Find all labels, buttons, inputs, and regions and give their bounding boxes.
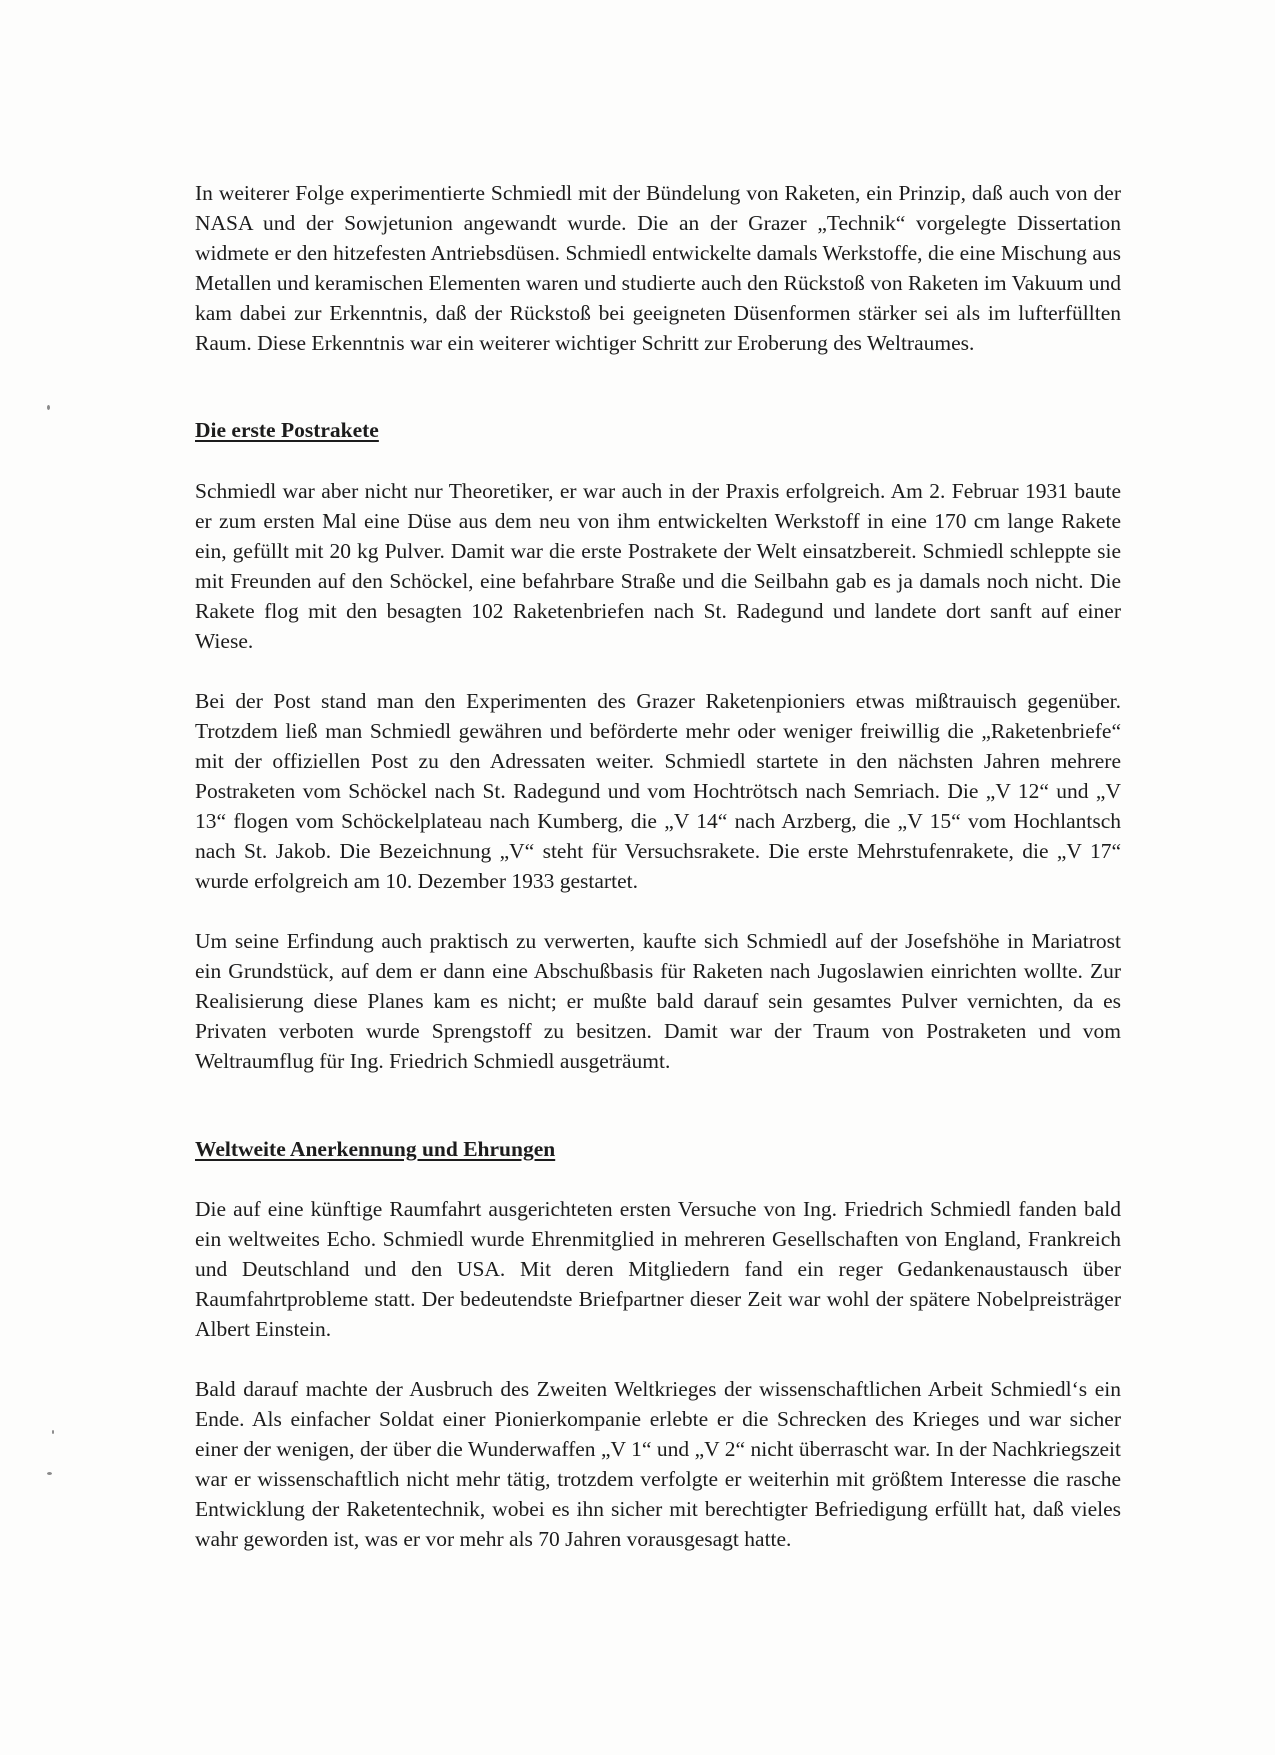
scan-speck [52, 1430, 54, 1434]
paragraph-anerkennung-2: Bald darauf machte der Ausbruch des Zweiten Weltkrieges der wissenschaftlichen Arbeit Schmiedl‘s ein Ende. Als einfacher Soldat einer Pionierkompanie erlebte er die Schrecken des Krieges und war sicher einer der wenigen, der über die Wunderwaffen „V 1“ und „V 2“ nicht überrascht war. In der Nachkriegszeit war er wissenschaftlich nicht mehr tätig, trotzdem verfolgte er weiterhin mit größtem Interesse die rasche Entwicklung der Raketentechnik, wobei es ihn sicher mit berechtigter Befriedigung erfüllt hat, daß vieles wahr geworden ist, was er vor mehr als 70 Jahren vorausgesagt hatte. [195, 1377, 1121, 1551]
intro-paragraph: In weiterer Folge experimentierte Schmiedl mit der Bündelung von Raketen, ein Prinzip, daß auch von der NASA und der Sowjetunion angewandt wurde. Die an der Grazer „Technik“ vorgelegte Dissertation widmete er den hitzefesten Antriebsdüsen. Schmiedl entwickelte damals Werkstoffe, die eine Mischung aus Metallen und keramischen Elementen waren und studierte auch den Rückstoß von Raketen im Vakuum und kam dabei zur Erkenntnis, daß der Rückstoß bei geeigneten Düsenformen stärker sei als im lufterfüllten Raum. Diese Erkenntnis war ein weiterer wichtiger Schritt zur Eroberung des Weltraumes. [195, 181, 1121, 355]
paragraph-erste-postrakete-3: Um seine Erfindung auch praktisch zu verwerten, kaufte sich Schmiedl auf der Josefshöhe in Mariatrost ein Grundstück, auf dem er dann eine Abschußbasis für Raketen nach Jugoslawien einrichten wollte. Zur Realisierung diese Planes kam es nicht; er mußte bald darauf sein gesamtes Pulver vernichten, da es Privaten verboten wurde Sprengstoff zu besitzen. Damit war der Traum von Postraketen und vom Weltraumflug für Ing. Friedrich Schmiedl ausgeträumt. [195, 929, 1121, 1073]
paragraph-anerkennung-1: Die auf eine künftige Raumfahrt ausgerichteten ersten Versuche von Ing. Friedrich Schmiedl fanden bald ein weltweites Echo. Schmiedl wurde Ehrenmitglied in mehreren Gesellschaften von England, Frankreich und Deutschland und den USA. Mit deren Mitgliedern fand ein reger Gedankenaustausch über Raumfahrtprobleme statt. Der bedeutendste Briefpartner dieser Zeit war wohl der spätere Nobelpreisträger Albert Einstein. [195, 1197, 1121, 1341]
paragraph-erste-postrakete-1: Schmiedl war aber nicht nur Theoretiker, er war auch in der Praxis erfolgreich. Am 2. Februar 1931 baute er zum ersten Mal eine Düse aus dem neu von ihm entwickelten Werkstoff in eine 170 cm lange Rakete ein, gefüllt mit 20 kg Pulver. Damit war die erste Postrakete der Welt einsatzbereit. Schmiedl schleppte sie mit Freunden auf den Schöckel, eine befahrbare Straße und die Seilbahn gab es ja damals noch nicht. Die Rakete flog mit den besagten 102 Raketenbriefen nach St. Radegund und landete dort sanft auf einer Wiese. [195, 479, 1121, 653]
section-heading-anerkennung: Weltweite Anerkennung und Ehrungen [195, 1137, 556, 1161]
section-heading-erste-postrakete: Die erste Postrakete [195, 418, 379, 442]
document-body [195, 178, 1121, 1554]
paragraph-erste-postrakete-2: Bei der Post stand man den Experimenten des Grazer Raketenpioniers etwas mißtrauisch gegenüber. Trotzdem ließ man Schmiedl gewähren und beförderte mehr oder weniger freiwillig die „Raketenbriefe“ mit der offiziellen Post zu den Adressaten weiter. Schmiedl startete in den nächsten Jahren mehrere Postraketen vom Schöckel nach St. Radegund und vom Hochtrötsch nach Semriach. Die „V 12“ und „V 13“ flogen vom Schöckelplateau nach Kumberg, die „V 14“ nach Arzberg, die „V 15“ vom Hochlantsch nach St. Jakob. Die Bezeichnung „V“ steht für Versuchsrakete. Die erste Mehrstufenrakete, die „V 17“ wurde erfolgreich am 10. Dezember 1933 gestartet. [195, 689, 1121, 893]
scan-speck [47, 1472, 52, 1475]
scan-speck [47, 405, 50, 410]
